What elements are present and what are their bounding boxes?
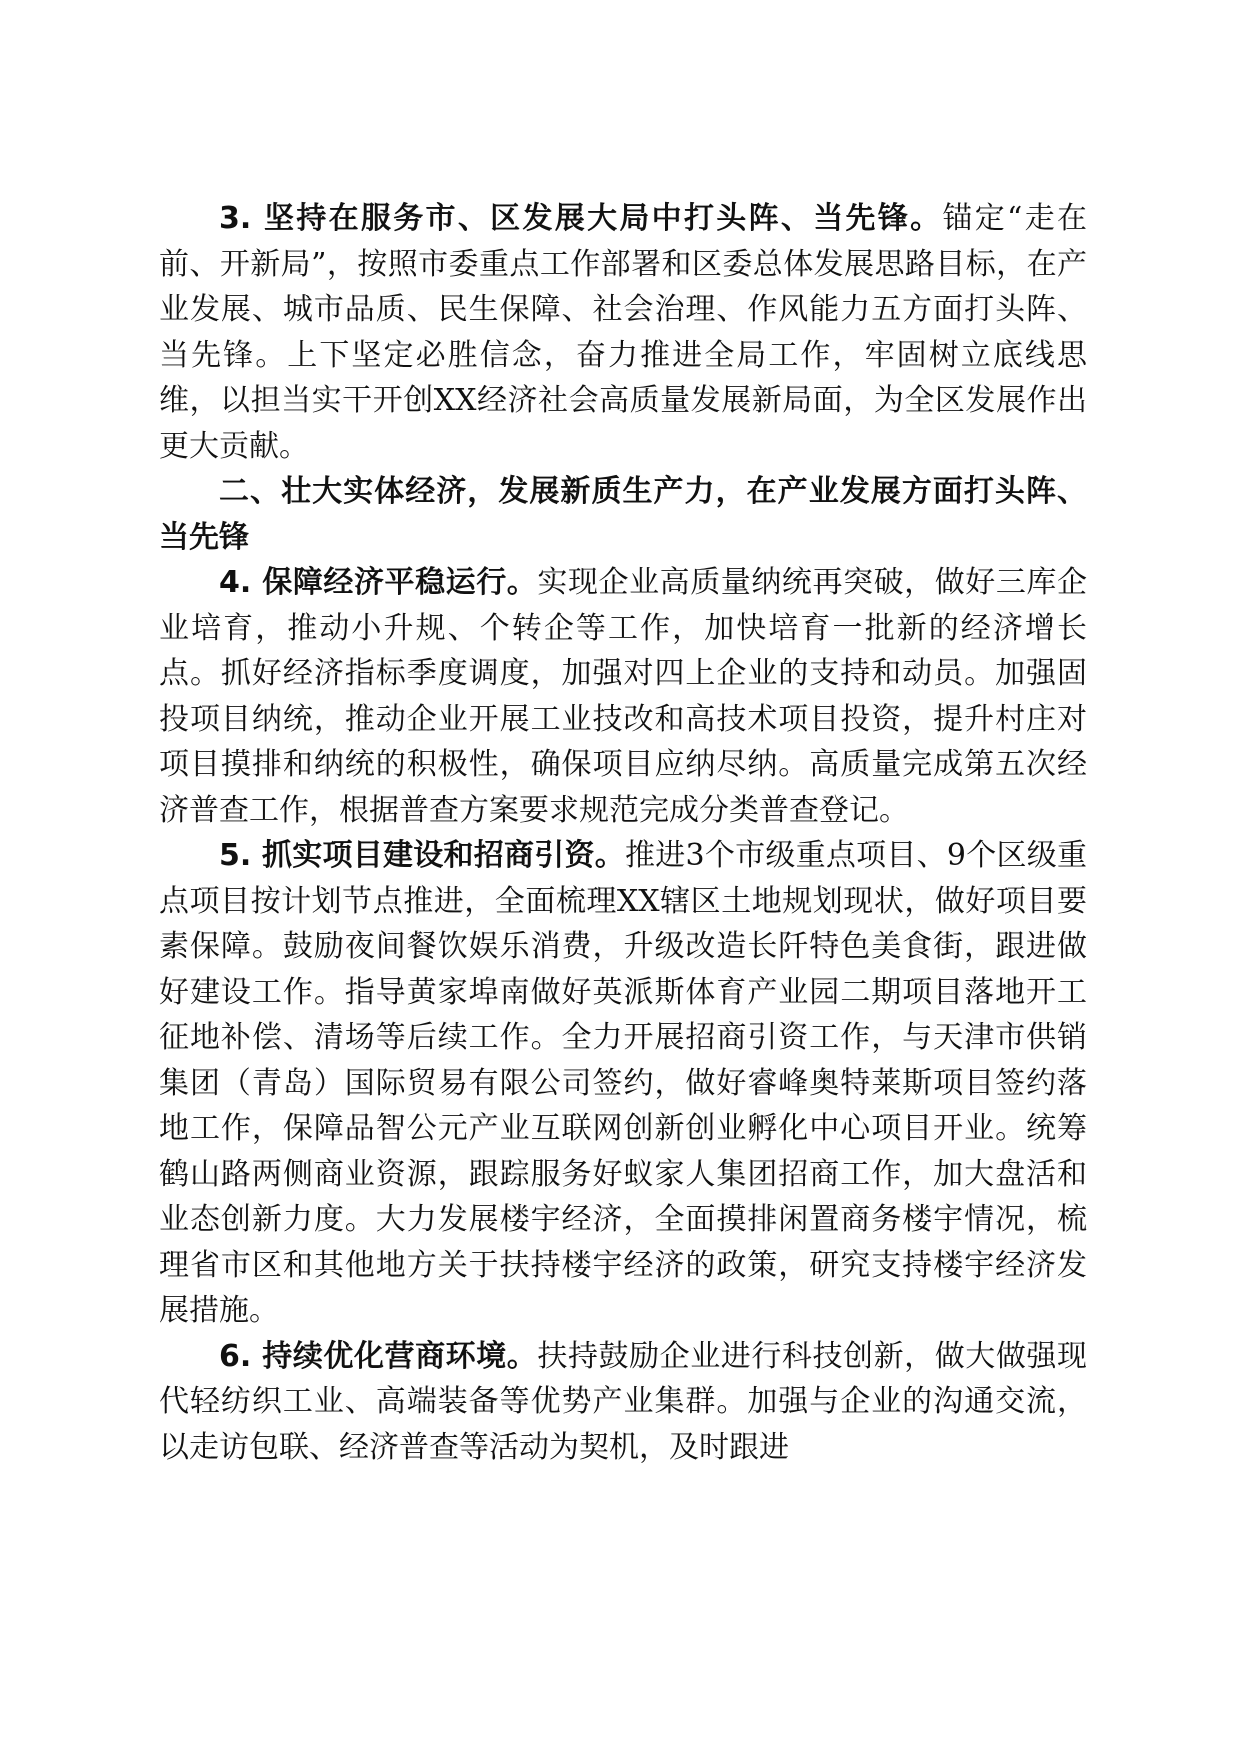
paragraph-body: 锚定“走在前、开新局”，按照市委重点工作部署和区委总体发展思路目标，在产业发展、城市品质、民生保障、社会治理、作风能力五方面打头阵、当先锋。上下坚定必胜信念，奋力推进全局工作，牢固树立底线思维，以担当实干开创XX经济社会高质量发展新局面，为全区发展作出更大贡献。 bbox=[159, 201, 1087, 464]
paragraph-item-5 bbox=[159, 833, 1087, 1334]
paragraph-lead: 4. 保障经济平稳运行。 bbox=[219, 565, 538, 600]
paragraph-lead: 6. 持续优化营商环境。 bbox=[219, 1338, 538, 1374]
paragraph-item-4 bbox=[159, 560, 1087, 833]
section-heading-2: 二、壮大实体经济，发展新质生产力，在产业发展方面打头阵、当先锋 bbox=[159, 474, 1087, 555]
paragraph-lead: 5. 抓实项目建设和招商引资。 bbox=[219, 838, 626, 873]
paragraph-item-6 bbox=[159, 1334, 1087, 1471]
paragraph-body: 扶持鼓励企业进行科技创新，做大做强现代轻纺织工业、高端装备等优势产业集群。加强与企业的沟通交流，以走访包联、经济普查等活动为契机，及时跟进 bbox=[159, 1338, 1087, 1465]
paragraph-body: 实现企业高质量纳统再突破，做好三库企业培育，推动小升规、个转企等工作，加快培育一批新的经济增长点。抓好经济指标季度调度，加强对四上企业的支持和动员。加强固投项目纳统，推动企业开展工业技改和高技术项目投资，提升村庄对项目摸排和纳统的积极性，确保项目应纳尽纳。高质量完成第五次经济普查工作，根据普查方案要求规范完成分类普查登记。 bbox=[159, 565, 1087, 828]
document-page bbox=[159, 196, 1087, 1470]
paragraph-item-3 bbox=[159, 196, 1087, 469]
paragraph-lead: 3. 坚持在服务市、区发展大局中打头阵、当先锋。 bbox=[219, 201, 943, 236]
paragraph-body: 推进3个市级重点项目、9个区级重点项目按计划节点推进，全面梳理XX辖区土地规划现状，做好项目要素保障。鼓励夜间餐饮娱乐消费，升级改造长阡特色美食街，跟进做好建设工作。指导黄家埠南做好英派斯体育产业园二期项目落地开工征地补偿、清场等后续工作。全力开展招商引资工作，与天津市供销集团（青岛）国际贸易有限公司签约，做好睿峰奥特莱斯项目签约落地工作，保障品智公元产业互联网创新创业孵化中心项目开业。统筹鹤山路两侧商业资源，跟踪服务好蚁家人集团招商工作，加大盘活和业态创新力度。大力发展楼宇经济，全面摸排闲置商务楼宇情况，梳理省市区和其他地方关于扶持楼宇经济的政策，研究支持楼宇经济发展措施。 bbox=[159, 838, 1087, 1328]
